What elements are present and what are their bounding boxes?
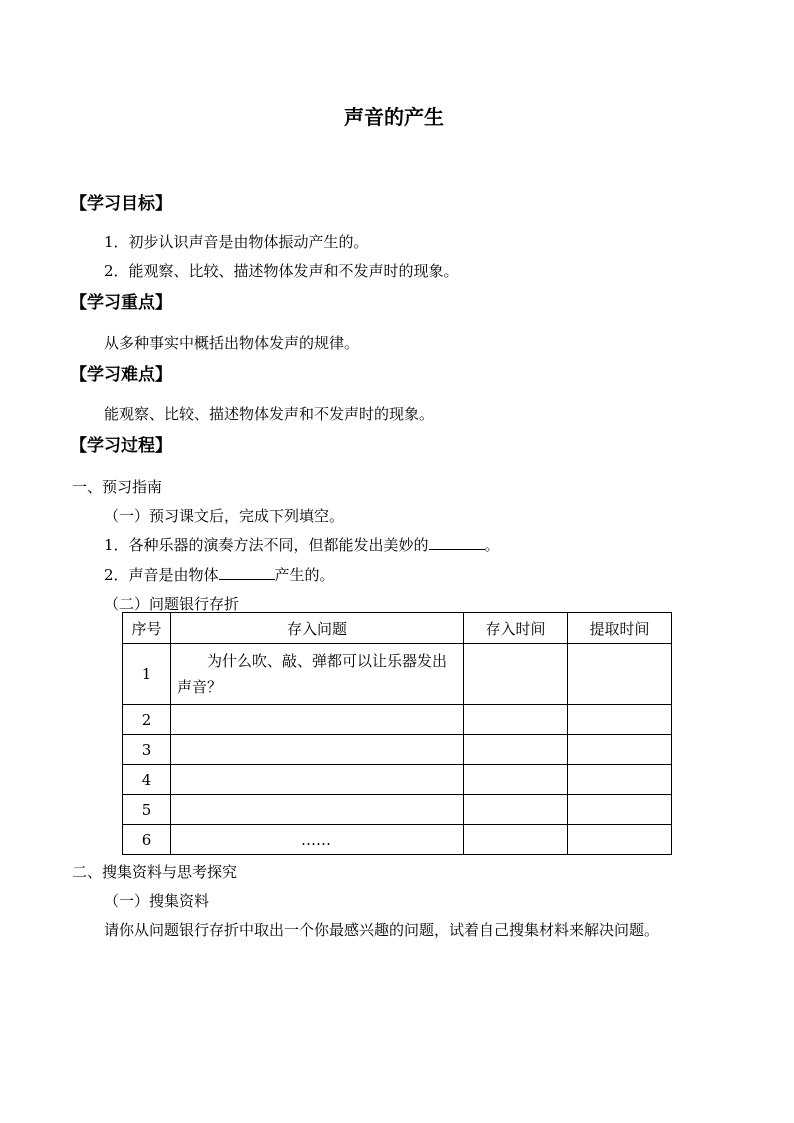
row-no: 1 (123, 644, 171, 705)
table-row (123, 735, 672, 765)
goal-item-2: 2．能观察、比较、描述物体发声和不发声时的现象。 (104, 262, 459, 280)
fill-question-2-end: 产生的。 (274, 566, 335, 584)
table-row (123, 644, 672, 705)
row-out-time[interactable] (568, 644, 672, 705)
fill-question-2-text: 2．声音是由物体 (104, 566, 219, 584)
row-in-time[interactable] (464, 795, 568, 825)
key-points-heading: 【学习重点】 (70, 293, 172, 313)
table-row (123, 795, 672, 825)
header-in-time: 存入时间 (464, 613, 568, 644)
goal-item-1: 1．初步认识声音是由物体振动产生的。 (104, 233, 369, 251)
part1-sub2: （二）问题银行存折 (104, 595, 240, 613)
difficulties-heading: 【学习难点】 (70, 365, 172, 385)
fill-question-1-end: 。 (484, 536, 500, 554)
row-out-time[interactable] (568, 795, 672, 825)
row-out-time[interactable] (568, 765, 672, 795)
row-in-time[interactable] (464, 644, 568, 705)
header-question: 存入问题 (171, 613, 464, 644)
row-out-time[interactable] (568, 735, 672, 765)
document-title: 声音的产生 (344, 105, 444, 129)
fill-question-1 (104, 535, 500, 555)
difficulties-text: 能观察、比较、描述物体发声和不发声时的现象。 (104, 405, 435, 423)
row-question[interactable] (171, 705, 464, 735)
row-question[interactable] (171, 644, 464, 705)
row-out-time[interactable] (568, 705, 672, 735)
row-no: 2 (123, 705, 171, 735)
row-question[interactable] (171, 735, 464, 765)
table-header-row (123, 613, 672, 644)
header-out-time: 提取时间 (568, 613, 672, 644)
row-no: 4 (123, 765, 171, 795)
row-out-time[interactable] (568, 825, 672, 855)
row-no: 3 (123, 735, 171, 765)
row-no: 5 (123, 795, 171, 825)
row-no: 6 (123, 825, 171, 855)
row-in-time[interactable] (464, 765, 568, 795)
part2-title: 二、搜集资料与思考探究 (72, 863, 238, 881)
fill-question-1-text: 1．各种乐器的演奏方法不同，但都能发出美妙的 (104, 536, 429, 554)
row-in-time[interactable] (464, 825, 568, 855)
table-row (123, 765, 672, 795)
row-question[interactable] (171, 765, 464, 795)
row-question-text: 为什么吹、敲、弹都可以让乐器发出声音？ (177, 652, 448, 696)
part1-title: 一、预习指南 (72, 478, 163, 496)
row-in-time[interactable] (464, 735, 568, 765)
answer-blank-1[interactable] (429, 535, 485, 550)
row-question[interactable]: …… (171, 825, 464, 855)
process-heading: 【学习过程】 (70, 436, 172, 456)
table-row (123, 705, 672, 735)
part2-text: 请你从问题银行存折中取出一个你最感兴趣的问题，试着自己搜集材料来解决问题。 (104, 921, 660, 939)
part1-sub1: （一）预习课文后，完成下列填空。 (104, 507, 345, 525)
goals-heading: 【学习目标】 (70, 194, 172, 214)
header-no: 序号 (123, 613, 171, 644)
fill-question-2 (104, 565, 335, 585)
row-question[interactable] (171, 795, 464, 825)
table-row (123, 825, 672, 855)
question-bank-table (122, 612, 672, 855)
part2-sub1: （一）搜集资料 (104, 892, 210, 910)
key-points-text: 从多种事实中概括出物体发声的规律。 (104, 334, 360, 352)
row-in-time[interactable] (464, 705, 568, 735)
answer-blank-2[interactable] (219, 565, 275, 580)
